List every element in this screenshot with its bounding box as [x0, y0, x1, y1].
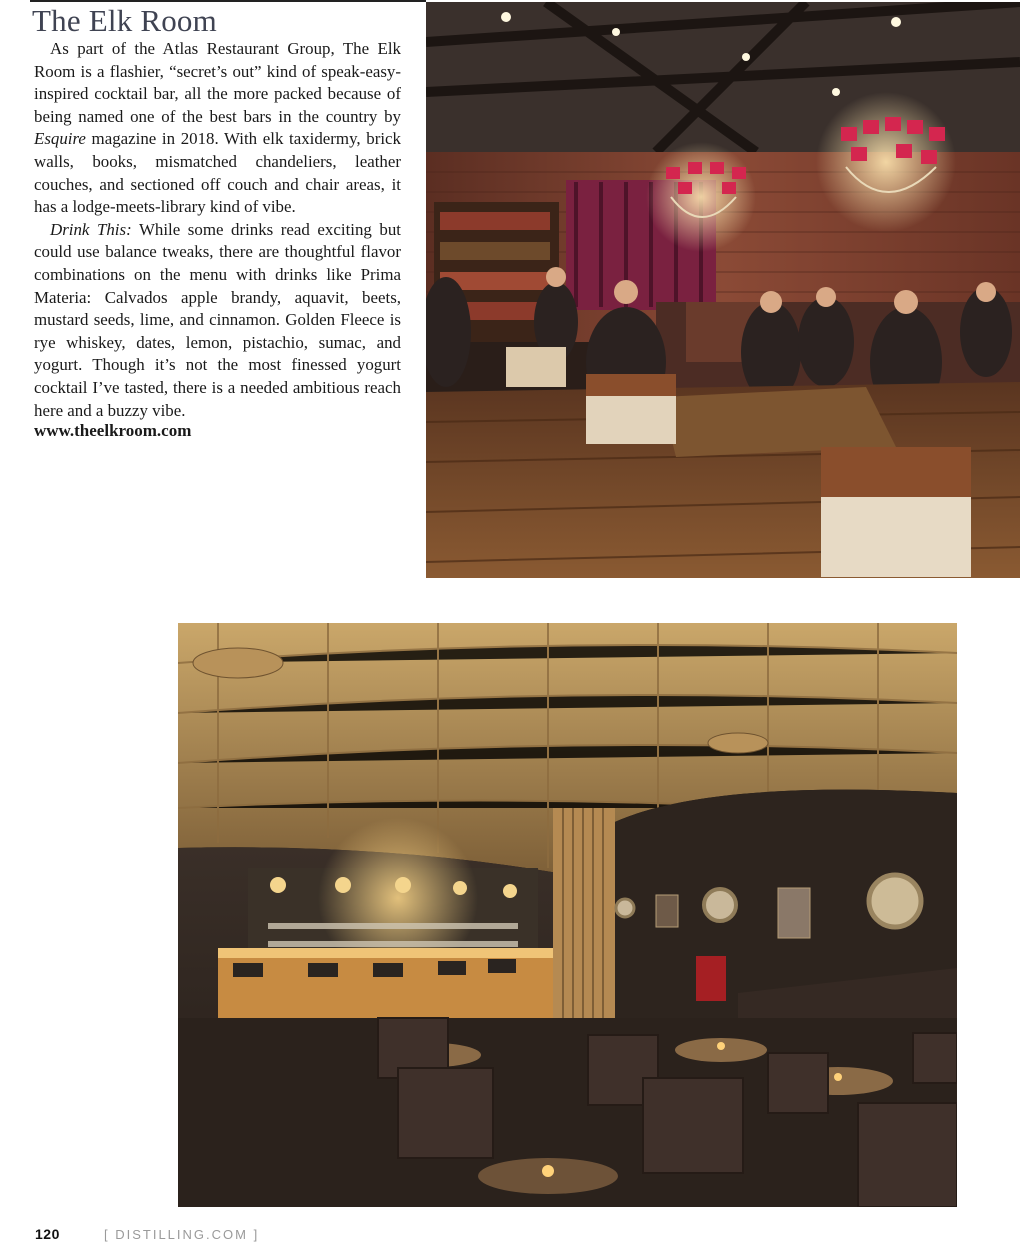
page-number: 120 [35, 1226, 60, 1242]
lounge-photo-illustration [426, 2, 1020, 578]
bar-room-photo-illustration [178, 623, 957, 1207]
drink-this-text: While some drinks read exciting but could use balance tweaks, there are thoughtful flavor combinations on the menu with drinks like Prima Materia: Calvados apple brandy, aquavit, beets, mustard seeds, lime, and cinnamon. Golden Fleece is rye whiskey, dates, lemon, pistachio, sumac, and yogurt. Though it’s not the most finessed yogurt cocktail I’ve tasted, there is a needed ambitious reach here and a buzzy vibe. [34, 219, 401, 420]
paragraph-drink-this [34, 219, 401, 422]
footer-site-label: [ DISTILLING.COM ] [104, 1227, 260, 1242]
website-link[interactable]: www.theelkroom.com [34, 421, 192, 440]
lounge-photo [426, 2, 1020, 578]
magazine-name: Esquire [34, 129, 86, 149]
header-rule [30, 0, 426, 2]
bar-room-photo [178, 623, 957, 1207]
article-title: The Elk Room [32, 3, 217, 38]
drink-this-lead: Drink This: [50, 219, 132, 239]
paragraph-intro [34, 38, 401, 219]
intro-text-a: As part of the Atlas Restaurant Group, The Elk Room is a flashier, “secret’s out” kind of speak-easy-inspired cocktail bar, all the more packed because of being named one of the best bars in the country by [34, 39, 401, 126]
article-body [34, 38, 401, 422]
intro-text-b: magazine in 2018. With elk taxidermy, brick walls, books, mismatched chandeliers, leather couches, and sectioned off couch and chair areas, it has a lodge-meets-library kind of vibe. [34, 129, 401, 217]
